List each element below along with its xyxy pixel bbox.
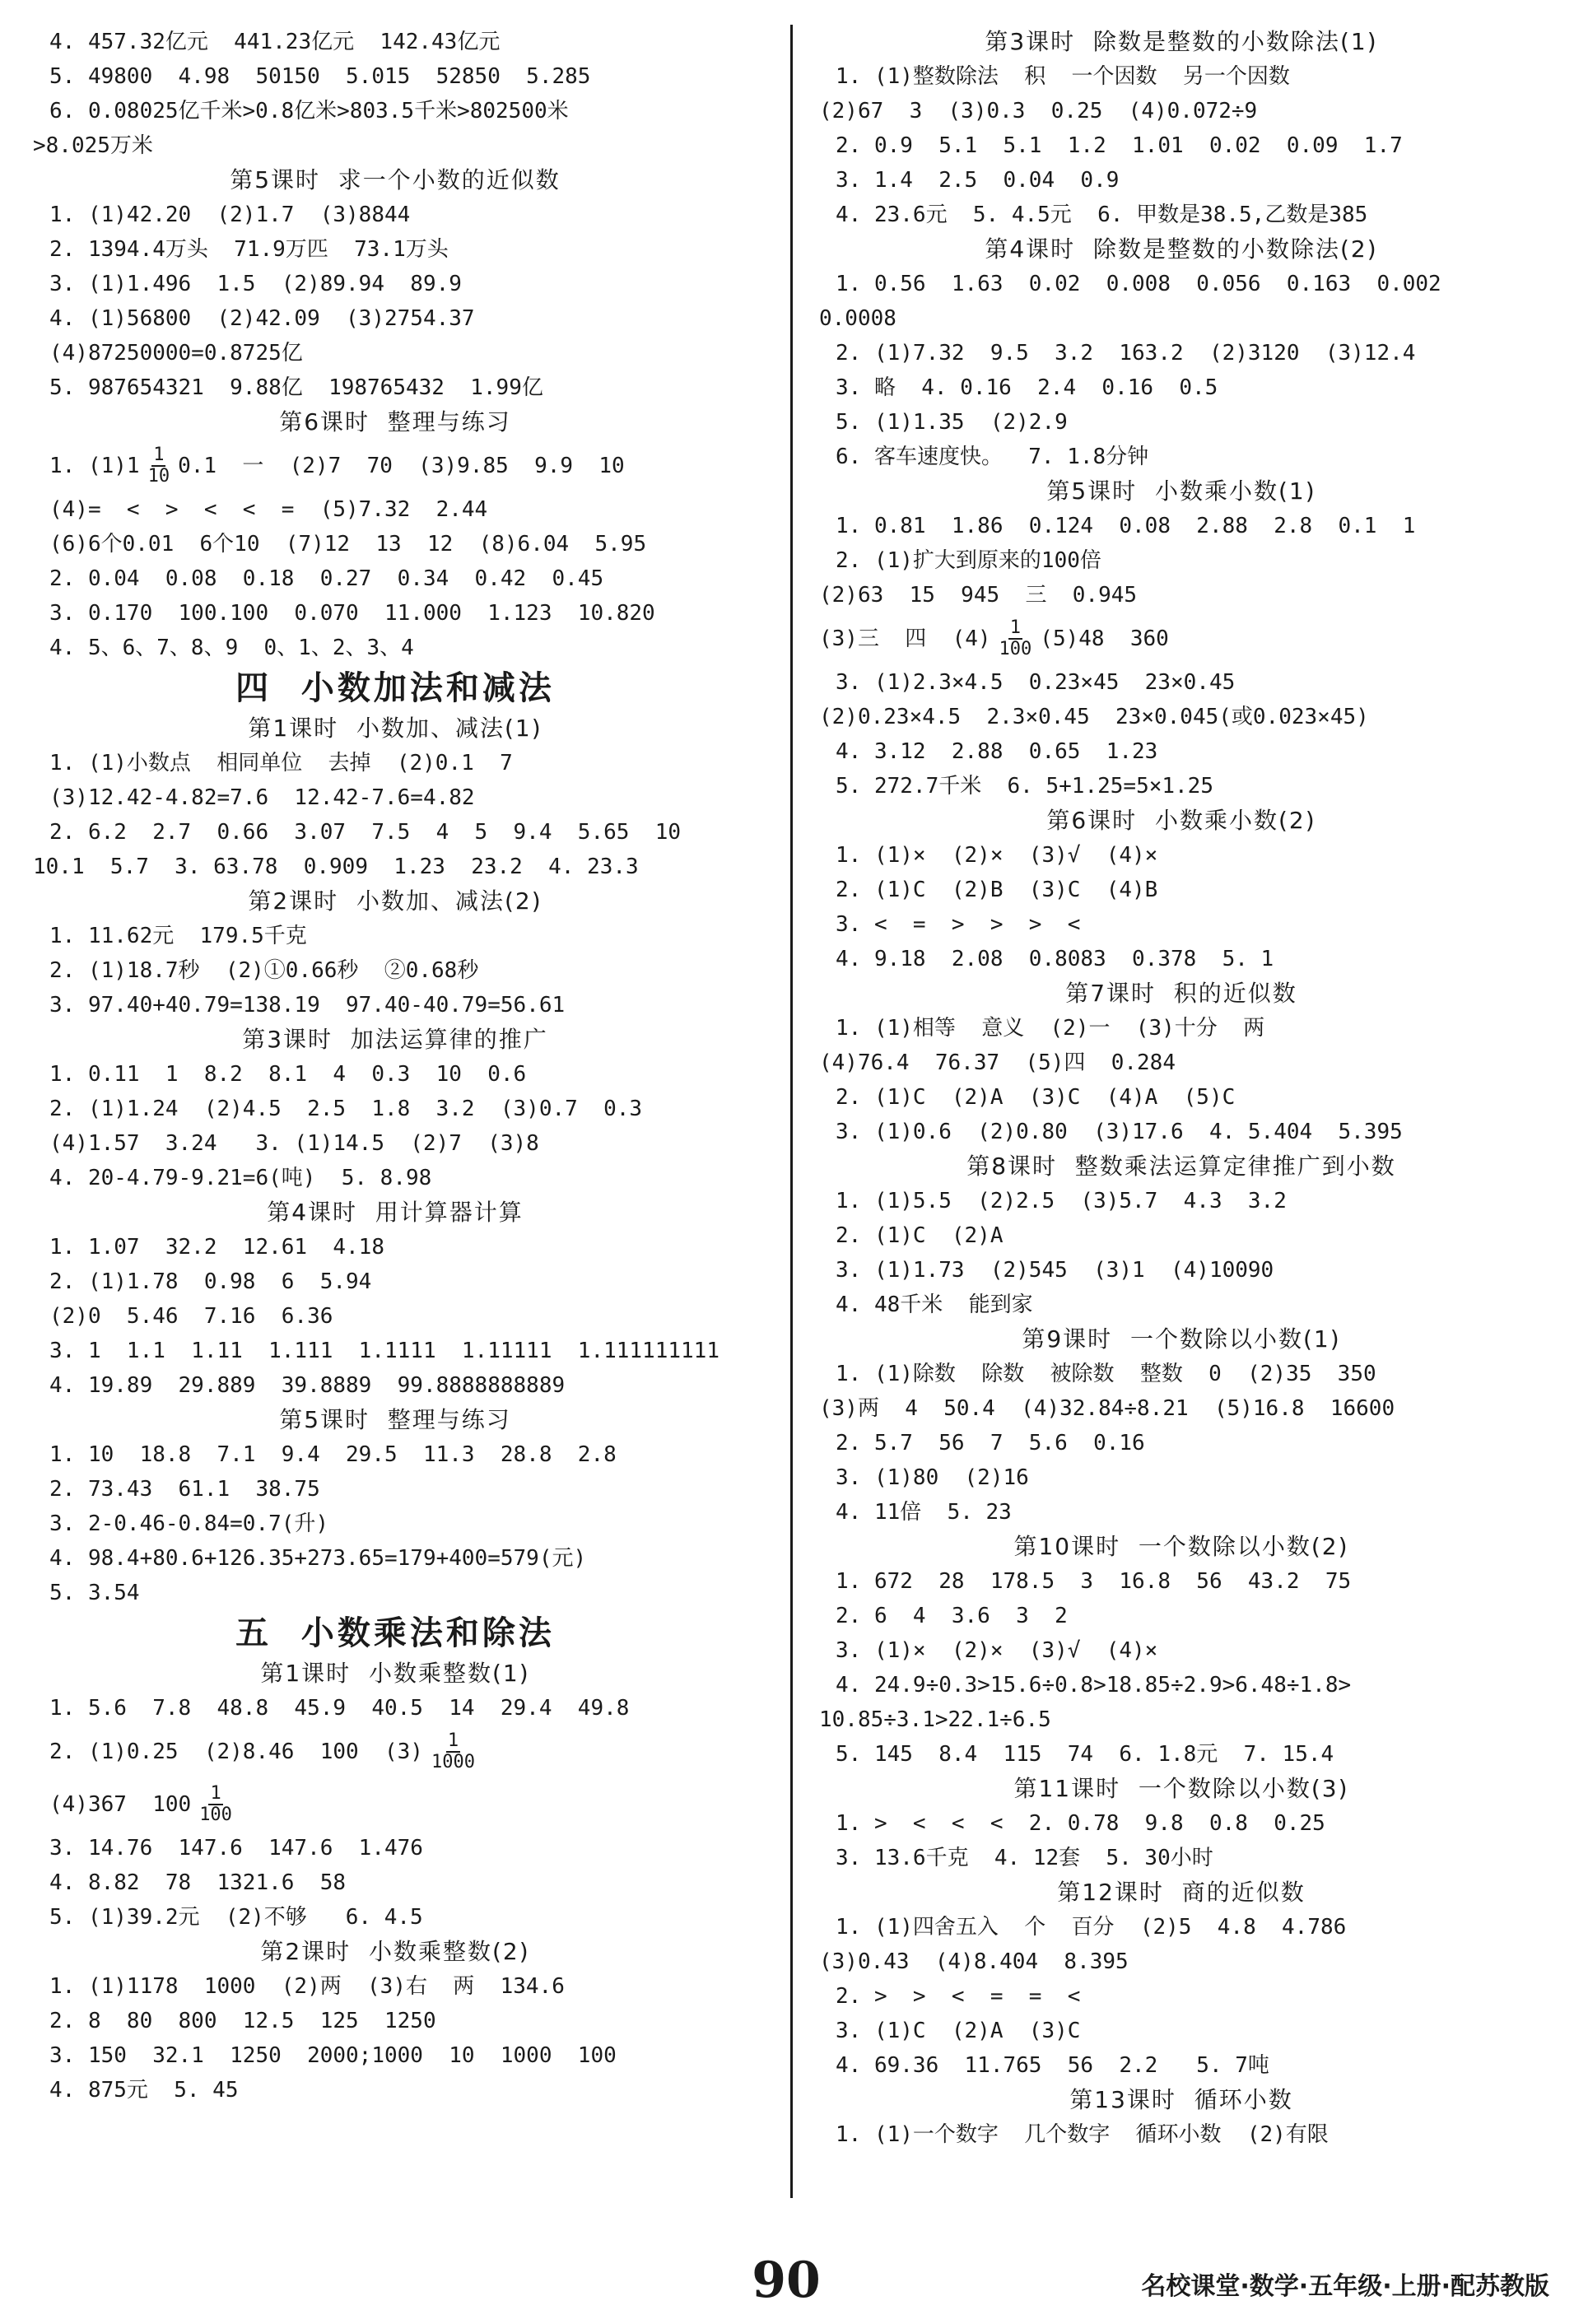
answer-line: 5. 49800 4.98 50150 5.015 52850 5.285 bbox=[49, 64, 591, 89]
fraction-numerator: 1 bbox=[210, 1783, 221, 1804]
lesson-title: 第5课时 求一个小数的近似数 bbox=[230, 166, 561, 193]
answer-line: (2)0.23×4.5 2.3×0.45 23×0.045(或0.023×45) bbox=[819, 705, 1369, 729]
answer-line: 10.1 5.7 3. 63.78 0.909 1.23 23.2 4. 23.3 bbox=[33, 855, 639, 879]
answer-line: 1. > < < < 2. 0.78 9.8 0.8 0.25 bbox=[836, 1811, 1325, 1836]
fraction bbox=[999, 618, 1032, 659]
answer-line: 1. (1)1178 1000 (2)两 (3)右 两 134.6 bbox=[49, 1974, 565, 1999]
answer-line: 2. (1)18.7秒 (2)①0.66秒 ②0.68秒 bbox=[49, 958, 479, 983]
fraction bbox=[199, 1784, 232, 1825]
answer-line: 10.85÷3.1>22.1÷6.5 bbox=[819, 1707, 1051, 1732]
answer-line: 2. 6 4 3.6 3 2 bbox=[836, 1604, 1068, 1628]
answer-line: (4)87250000=0.8725亿 bbox=[49, 341, 303, 366]
answer-text: (3)三 四 (4) bbox=[819, 626, 991, 651]
lesson-title: 第1课时 小数乘整数(1) bbox=[260, 1660, 530, 1687]
answer-line: 4. 8.82 78 1321.6 58 bbox=[49, 1870, 347, 1895]
answer-line: 4. 20-4.79-9.21=6(吨) 5. 8.98 bbox=[49, 1166, 432, 1190]
answer-line: 2. (1)7.32 9.5 3.2 163.2 (2)3120 (3)12.4 bbox=[836, 341, 1416, 366]
answer-line: 1. (1)一个数字 几个数字 循环小数 (2)有限 bbox=[836, 2122, 1329, 2147]
answer-text: 2. (1)0.25 (2)8.46 100 (3) bbox=[49, 1740, 423, 1764]
answer-line-with-fraction bbox=[33, 1726, 757, 1778]
answer-line: 3. 1.4 2.5 0.04 0.9 bbox=[836, 168, 1120, 193]
lesson-title: 第5课时 整理与练习 bbox=[279, 1406, 511, 1433]
lesson-title: 第1课时 小数加、减法(1) bbox=[248, 715, 543, 742]
answer-text: (5)48 360 bbox=[1040, 626, 1169, 651]
answer-line: 1. 5.6 7.8 48.8 45.9 40.5 14 29.4 49.8 bbox=[49, 1696, 630, 1721]
fraction-denominator: 1000 bbox=[431, 1752, 475, 1772]
lesson-title: 第12课时 商的近似数 bbox=[1057, 1879, 1306, 1906]
answer-line: 3. (1)C (2)A (3)C bbox=[836, 2019, 1081, 2043]
answer-line: 2. > > < = = < bbox=[836, 1984, 1081, 2009]
answer-line: (2)67 3 (3)0.3 0.25 (4)0.072÷9 bbox=[819, 99, 1258, 123]
answer-line: 1. 0.11 1 8.2 8.1 4 0.3 10 0.6 bbox=[49, 1062, 527, 1087]
answer-line: 1. (1)小数点 相同单位 去掉 (2)0.1 7 bbox=[49, 751, 513, 775]
lesson-title: 第7课时 积的近似数 bbox=[1065, 980, 1297, 1007]
answer-text: (4)367 100 bbox=[49, 1792, 192, 1817]
answer-line: 5. 145 8.4 115 74 6. 1.8元 7. 15.4 bbox=[836, 1742, 1334, 1767]
lesson-title: 第3课时 加法运算律的推广 bbox=[242, 1026, 548, 1053]
answer-line: 1. 1.07 32.2 12.61 4.18 bbox=[49, 1235, 384, 1260]
answer-line-with-fraction bbox=[33, 440, 757, 492]
answer-line: 2. (1)扩大到原来的100倍 bbox=[836, 548, 1101, 573]
fraction-numerator: 1 bbox=[447, 1730, 459, 1751]
answer-line: 1. (1)5.5 (2)2.5 (3)5.7 4.3 3.2 bbox=[836, 1189, 1287, 1213]
answer-line: 0.0008 bbox=[819, 306, 896, 331]
answer-line: 3. (1)× (2)× (3)√ (4)× bbox=[836, 1638, 1158, 1663]
answer-line: 6. 客车速度快。 7. 1.8分钟 bbox=[836, 445, 1149, 469]
answer-line: (3)0.43 (4)8.404 8.395 bbox=[819, 1949, 1129, 1974]
answer-line: 3. (1)0.6 (2)0.80 (3)17.6 4. 5.404 5.395 bbox=[836, 1120, 1403, 1144]
fraction bbox=[148, 445, 170, 487]
answer-line: 1. 0.81 1.86 0.124 0.08 2.88 2.8 0.1 1 bbox=[836, 514, 1416, 538]
fraction-numerator: 1 bbox=[153, 445, 165, 465]
answer-line: 2. 73.43 61.1 38.75 bbox=[49, 1477, 320, 1502]
lesson-title: 第4课时 用计算器计算 bbox=[267, 1199, 524, 1226]
left-column bbox=[33, 25, 757, 2107]
answer-line: 5. 987654321 9.88亿 198765432 1.99亿 bbox=[49, 375, 543, 400]
answer-line: >8.025万米 bbox=[33, 133, 153, 158]
answer-line: 4. (1)56800 (2)42.09 (3)2754.37 bbox=[49, 306, 475, 331]
answer-line: 2. 5.7 56 7 5.6 0.16 bbox=[836, 1431, 1145, 1455]
answer-line: (4)1.57 3.24 3. (1)14.5 (2)7 (3)8 bbox=[49, 1131, 539, 1156]
answer-line: 4. 24.9÷0.3>15.6÷0.8>18.85÷2.9>6.48÷1.8> bbox=[836, 1673, 1352, 1698]
right-column bbox=[819, 25, 1544, 2152]
lesson-title: 第11课时 一个数除以小数(3) bbox=[1013, 1775, 1349, 1802]
lesson-title: 第5课时 小数乘小数(1) bbox=[1046, 477, 1316, 505]
lesson-title: 第6课时 小数乘小数(2) bbox=[1046, 807, 1316, 834]
answer-line: 2. (1)1.24 (2)4.5 2.5 1.8 3.2 (3)0.7 0.3 bbox=[49, 1097, 643, 1121]
answer-line: 6. 0.08025亿千米>0.8亿米>803.5千米>802500米 bbox=[49, 99, 569, 123]
answer-line: 3. 14.76 147.6 147.6 1.476 bbox=[49, 1836, 423, 1861]
fraction-numerator: 1 bbox=[1009, 617, 1022, 638]
answer-line: 4. 3.12 2.88 0.65 1.23 bbox=[836, 739, 1158, 764]
answer-line: 4. 19.89 29.889 39.8889 99.8888888889 bbox=[49, 1373, 566, 1398]
book-footer: 名校课堂·数学·五年级·上册·配苏教版 bbox=[1141, 2272, 1549, 2301]
answer-line: 2. (1)C (2)B (3)C (4)B bbox=[836, 878, 1158, 902]
answer-line: (6)6个0.01 6个10 (7)12 13 12 (8)6.04 5.95 bbox=[49, 532, 647, 557]
answer-line: 3. 0.170 100.100 0.070 11.000 1.123 10.820 bbox=[49, 601, 655, 626]
answer-line: 1. (1)除数 除数 被除数 整数 0 (2)35 350 bbox=[836, 1362, 1376, 1386]
answer-line: 4. 457.32亿元 441.23亿元 142.43亿元 bbox=[49, 30, 501, 54]
answer-line: 2. 1394.4万头 71.9万匹 73.1万头 bbox=[49, 237, 449, 262]
answer-line: 3. 13.6千克 4. 12套 5. 30小时 bbox=[836, 1846, 1213, 1870]
answer-line: 3. (1)2.3×4.5 0.23×45 23×0.45 bbox=[836, 670, 1236, 695]
answer-line: 4. 875元 5. 45 bbox=[49, 2078, 239, 2103]
answer-line: 4. 69.36 11.765 56 2.2 5. 7吨 bbox=[836, 2053, 1269, 2078]
answer-line: 4. 48千米 能到家 bbox=[836, 1292, 1033, 1317]
fraction-denominator: 10 bbox=[147, 466, 170, 487]
answer-line: 4. 9.18 2.08 0.8083 0.378 5. 1 bbox=[836, 947, 1274, 971]
answer-line: 5. 3.54 bbox=[49, 1581, 140, 1605]
answer-line: 5. 272.7千米 6. 5+1.25=5×1.25 bbox=[836, 774, 1213, 799]
answer-line: 3. 1 1.1 1.11 1.111 1.1111 1.11111 1.111111111 bbox=[49, 1339, 719, 1363]
answer-line: 3. 略 4. 0.16 2.4 0.16 0.5 bbox=[836, 375, 1218, 400]
answer-line: (4)76.4 76.37 (5)四 0.284 bbox=[819, 1050, 1176, 1075]
lesson-title: 第6课时 整理与练习 bbox=[279, 408, 511, 435]
answer-line: 1. 672 28 178.5 3 16.8 56 43.2 75 bbox=[836, 1569, 1352, 1594]
answer-line: 4. 11倍 5. 23 bbox=[836, 1500, 1012, 1525]
lesson-title: 第2课时 小数加、减法(2) bbox=[248, 887, 543, 915]
answer-line: 3. 97.40+40.79=138.19 97.40-40.79=56.61 bbox=[49, 993, 566, 1018]
answer-line: 5. (1)1.35 (2)2.9 bbox=[836, 410, 1068, 435]
answer-line: (2)63 15 945 三 0.945 bbox=[819, 583, 1138, 608]
answer-line: 1. 0.56 1.63 0.02 0.008 0.056 0.163 0.002 bbox=[836, 272, 1441, 296]
fraction-denominator: 100 bbox=[999, 639, 1032, 659]
column-divider bbox=[790, 25, 793, 2198]
answer-line: 2. (1)C (2)A bbox=[836, 1223, 1004, 1248]
answer-line: 3. < = > > > < bbox=[836, 912, 1081, 937]
answer-line: (3)两 4 50.4 (4)32.84÷8.21 (5)16.8 16600 bbox=[819, 1396, 1395, 1421]
answer-line: 3. 150 32.1 1250 2000;1000 10 1000 100 bbox=[49, 2043, 617, 2068]
answer-line: (2)0 5.46 7.16 6.36 bbox=[49, 1304, 333, 1329]
answer-line: 1. (1)整数除法 积 一个因数 另一个因数 bbox=[836, 64, 1290, 89]
answer-line-with-fraction bbox=[819, 612, 1544, 665]
section-title: 五 小数乘法和除法 bbox=[235, 1614, 555, 1652]
answer-line: 1. 10 18.8 7.1 9.4 29.5 11.3 28.8 2.8 bbox=[49, 1442, 617, 1467]
answer-line: 3. 2-0.46-0.84=0.7(升) bbox=[49, 1511, 329, 1536]
lesson-title: 第8课时 整数乘法运算定律推广到小数 bbox=[966, 1153, 1396, 1180]
answer-line: 3. (1)1.496 1.5 (2)89.94 89.9 bbox=[49, 272, 462, 296]
answer-line: 1. (1)× (2)× (3)√ (4)× bbox=[836, 843, 1158, 868]
fraction-denominator: 100 bbox=[199, 1805, 232, 1825]
lesson-title: 第4课时 除数是整数的小数除法(2) bbox=[985, 235, 1378, 263]
answer-line: 1. (1)相等 意义 (2)一 (3)十分 两 bbox=[836, 1016, 1265, 1041]
answer-line: 3. (1)1.73 (2)545 (3)1 (4)10090 bbox=[836, 1258, 1274, 1283]
lesson-title: 第3课时 除数是整数的小数除法(1) bbox=[985, 28, 1378, 55]
answer-line-with-fraction bbox=[33, 1778, 757, 1831]
answer-text: 1. (1)1 bbox=[49, 454, 140, 478]
fraction bbox=[431, 1731, 475, 1772]
answer-text: 0.1 一 (2)7 70 (3)9.85 9.9 10 bbox=[178, 454, 625, 478]
lesson-title: 第2课时 小数乘整数(2) bbox=[260, 1938, 530, 1965]
answer-line: 4. 5、6、7、8、9 0、1、2、3、4 bbox=[49, 636, 414, 660]
answer-line: 2. 0.04 0.08 0.18 0.27 0.34 0.42 0.45 bbox=[49, 566, 604, 591]
answer-line: (3)12.42-4.82=7.6 12.42-7.6=4.82 bbox=[49, 785, 475, 810]
answer-line: (4)= < > < < = (5)7.32 2.44 bbox=[49, 497, 488, 522]
answer-line: 2. (1)1.78 0.98 6 5.94 bbox=[49, 1269, 372, 1294]
answer-line: 2. 8 80 800 12.5 125 1250 bbox=[49, 2009, 436, 2033]
answer-line: 1. (1)42.20 (2)1.7 (3)8844 bbox=[49, 203, 411, 227]
answer-line: 1. (1)四舍五入 个 百分 (2)5 4.8 4.786 bbox=[836, 1915, 1347, 1940]
lesson-title: 第13课时 循环小数 bbox=[1069, 2086, 1293, 2113]
answer-line: 3. (1)80 (2)16 bbox=[836, 1465, 1029, 1490]
lesson-title: 第9课时 一个数除以小数(1) bbox=[1022, 1325, 1341, 1353]
answer-line: 1. 11.62元 179.5千克 bbox=[49, 924, 307, 948]
answer-line: 2. (1)C (2)A (3)C (4)A (5)C bbox=[836, 1085, 1236, 1110]
answer-line: 2. 0.9 5.1 5.1 1.2 1.01 0.02 0.09 1.7 bbox=[836, 133, 1403, 158]
answer-line: 4. 98.4+80.6+126.35+273.65=179+400=579(元) bbox=[49, 1546, 587, 1571]
answer-line: 4. 23.6元 5. 4.5元 6. 甲数是38.5,乙数是385 bbox=[836, 203, 1368, 227]
lesson-title: 第10课时 一个数除以小数(2) bbox=[1013, 1533, 1349, 1560]
answer-line: 2. 6.2 2.7 0.66 3.07 7.5 4 5 9.4 5.65 10 bbox=[49, 820, 682, 845]
answer-line: 5. (1)39.2元 (2)不够 6. 4.5 bbox=[49, 1905, 423, 1930]
page-number: 90 bbox=[752, 2252, 821, 2309]
section-title: 四 小数加法和减法 bbox=[235, 668, 555, 707]
